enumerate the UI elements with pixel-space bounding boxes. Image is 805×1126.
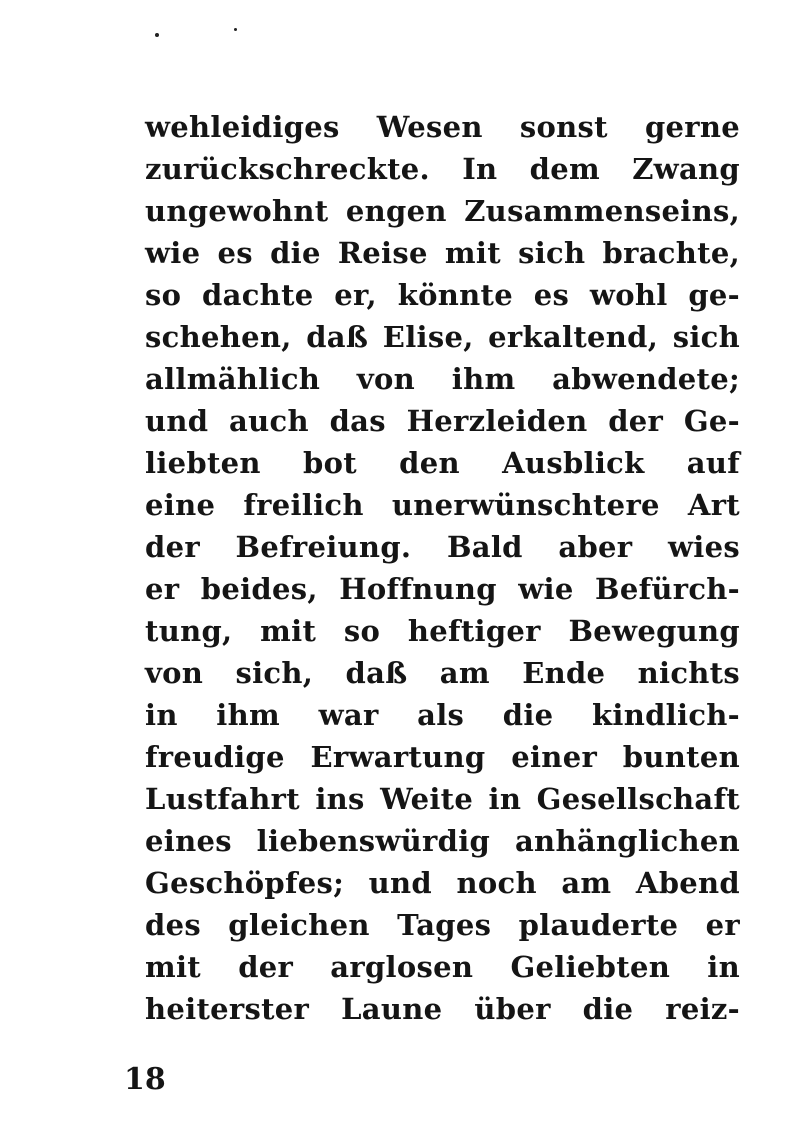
text-line: in ihm war als die kindlich- xyxy=(145,698,740,732)
text-line: Lustfahrt ins Weite in Gesellschaft xyxy=(145,782,740,816)
text-line: zurückschreckte. In dem Zwang xyxy=(145,152,740,186)
text-line: so dachte er, könnte es wohl ge- xyxy=(145,278,740,312)
text-line: ungewohnt engen Zusammenseins, xyxy=(145,194,740,228)
text-line: und auch das Herzleiden der Ge- xyxy=(145,404,740,438)
text-line: er beides, Hoffnung wie Befürch- xyxy=(145,572,740,606)
page-number: 18 xyxy=(124,1062,166,1097)
text-line: schehen, daß Elise, erkaltend, sich xyxy=(145,320,740,354)
text-line: tung, mit so heftiger Bewegung xyxy=(145,614,740,648)
text-line: wie es die Reise mit sich brachte, xyxy=(145,236,740,270)
text-line: von sich, daß am Ende nichts xyxy=(145,656,740,690)
text-line: eine freilich unerwünschtere Art xyxy=(145,488,740,522)
text-line: des gleichen Tages plauderte er xyxy=(145,908,740,942)
text-line: eines liebenswürdig anhänglichen xyxy=(145,824,740,858)
text-line: der Befreiung. Bald aber wies xyxy=(145,530,740,564)
text-line: wehleidiges Wesen sonst gerne xyxy=(145,110,740,144)
body-text xyxy=(145,106,740,1030)
text-line: Geschöpfes; und noch am Abend xyxy=(145,866,740,900)
text-line: mit der arglosen Geliebten in xyxy=(145,950,740,984)
text-line: freudige Erwartung einer bunten xyxy=(145,740,740,774)
ink-speck xyxy=(155,33,159,37)
text-line: heiterster Laune über die reiz- xyxy=(145,992,740,1026)
text-line: liebten bot den Ausblick auf xyxy=(145,446,740,480)
ink-speck xyxy=(234,28,237,31)
text-line: allmählich von ihm abwendete; xyxy=(145,362,740,396)
